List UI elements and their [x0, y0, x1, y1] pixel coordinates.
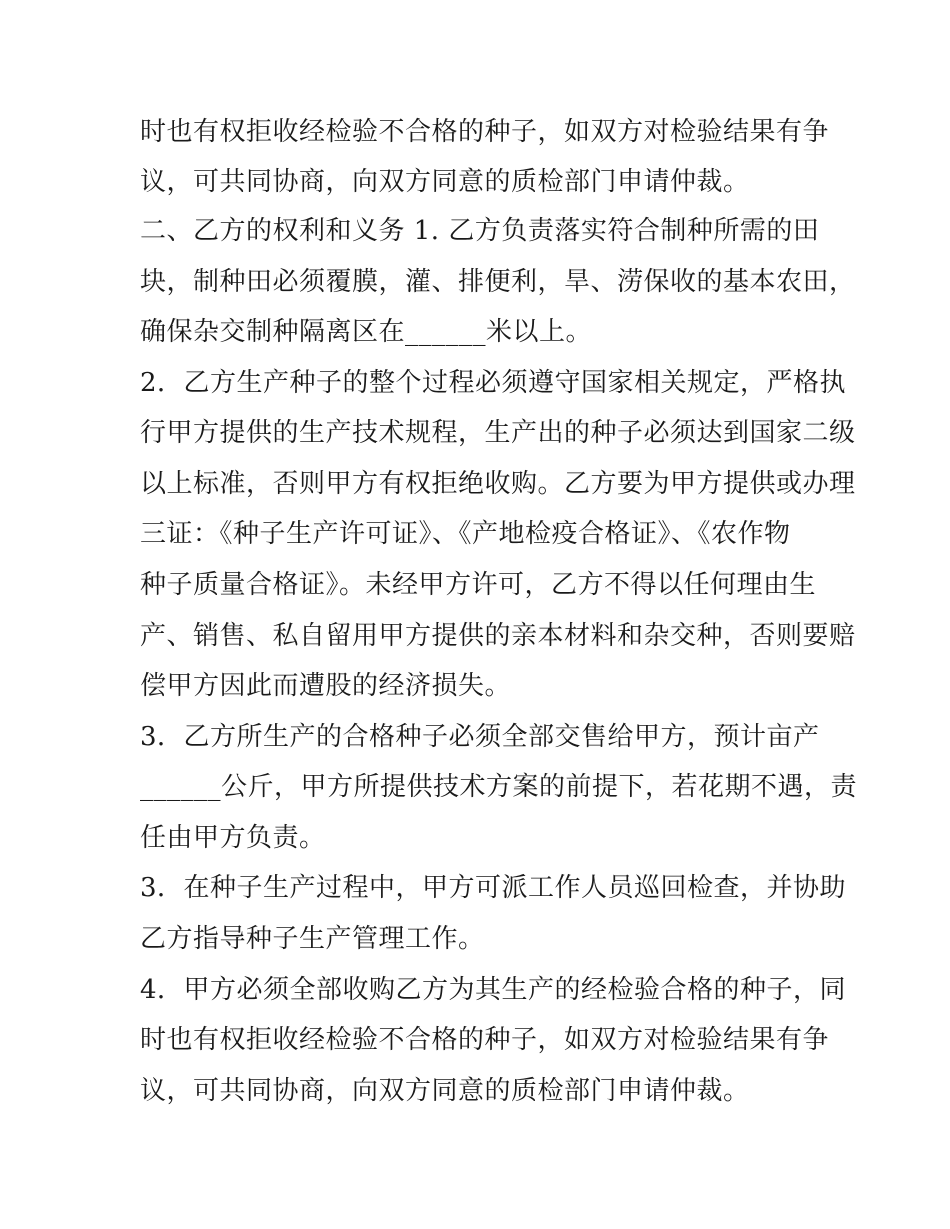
text-line: 3．乙方所生产的合格种子必须全部交售给甲方，预计亩产: [140, 722, 820, 752]
text-line: 三证：《种子生产许可证》、《产地检疫合格证》、《农作物: [140, 519, 791, 549]
text-line: 2．乙方生产种子的整个过程必须遵守国家相关规定，严格执: [140, 368, 847, 398]
text-line: 时也有权拒收经检验不合格的种子，如双方对检验结果有争: [140, 117, 830, 147]
text-line: 以上标准，否则甲方有权拒绝收购。乙方要为甲方提供或办理: [140, 469, 856, 499]
text-line: 议，可共同协商，向双方同意的质检部门申请仲裁。: [140, 167, 750, 197]
text-line: 任由甲方负责。: [140, 823, 326, 853]
text-line: 议，可共同协商，向双方同意的质检部门申请仲裁。: [140, 1076, 750, 1106]
text-line: 二、乙方的权利和义务 1. 乙方负责落实符合制种所需的田: [140, 216, 820, 246]
text-line: ______公斤，甲方所提供技术方案的前提下，若花期不遇，责: [140, 772, 858, 802]
text-line: 行甲方提供的生产技术规程，生产出的种子必须达到国家二级: [140, 418, 856, 448]
text-line: 3．在种子生产过程中，甲方可派工作人员巡回检查，并协助: [140, 873, 847, 903]
text-line: 产、销售、私自留用甲方提供的亲本材料和杂交种，否则要赔: [140, 621, 856, 651]
text-line: 确保杂交制种隔离区在______米以上。: [140, 317, 593, 347]
text-line: 偿甲方因此而遭股的经济损失。: [140, 671, 512, 701]
text-line: 种子质量合格证》。未经甲方许可，乙方不得以任何理由生: [140, 570, 817, 600]
text-line: 乙方指导种子生产管理工作。: [140, 924, 485, 954]
text-line: 块，制种田必须覆膜，灌、排便利，旱、涝保收的基本农田，: [140, 267, 856, 297]
text-line: 4．甲方必须全部收购乙方为其生产的经检验合格的种子，同: [140, 975, 847, 1005]
text-line: 时也有权拒收经检验不合格的种子，如双方对检验结果有争: [140, 1025, 830, 1055]
